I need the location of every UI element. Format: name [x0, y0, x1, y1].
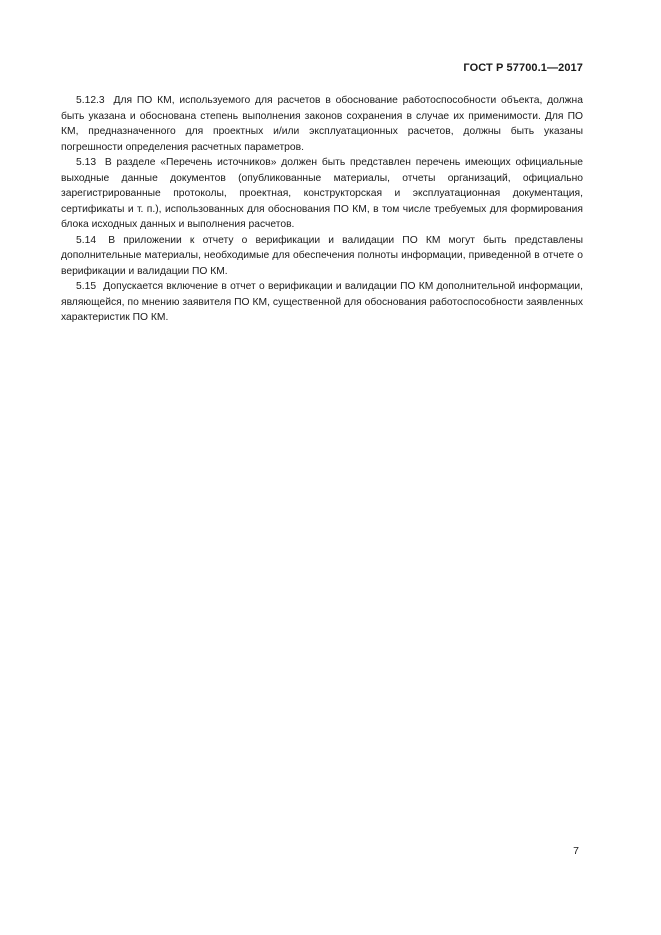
- paragraph-number: 5.15: [76, 281, 97, 292]
- paragraph-5-13: [61, 155, 583, 233]
- document-body: [61, 93, 583, 326]
- paragraph-text: Допускается включение в отчет о верификации и валидации ПО КМ дополнительной информации, являющейся, по мнению заявителя ПО КМ, существенной для обоснования работоспособности заявленных характеристик ПО КМ.: [61, 281, 583, 323]
- paragraph-number: 5.12.3: [76, 95, 105, 106]
- paragraph-text: В приложении к отчету о верификации и валидации ПО КМ могут быть представлены дополнительные материалы, необходимые для обеспечения полноты информации, приведенной в отчете о верификации и валидации ПО КМ.: [61, 234, 583, 277]
- paragraph-number: 5.13: [76, 157, 97, 168]
- page-number: 7: [573, 845, 579, 857]
- paragraph-text: Для ПО КМ, используемого для расчетов в обоснование работоспособности объекта, должна быть указана и обоснована степень выполнения законов сохранения в случае их применимости. Для ПО КМ, предназначенного для проектных и/или эксплуатационных расчетов, должны быть указаны погрешности определения расчетных параметров.: [61, 95, 583, 153]
- paragraph-text: В разделе «Перечень источников» должен быть представлен перечень имеющих официальные выходные данные документов (опубликованные материалы, отчеты организаций, официально зарегистрированные протоколы, проектная, конструкторская и эксплуатационная документация, сертификаты и т. п.), использованных для обоснования ПО КМ, в том числе требуемых для формирования блока исходных данных и выполнения расчетов.: [61, 157, 583, 230]
- paragraph-number: 5.14: [76, 234, 97, 246]
- paragraph-5-12-3: [61, 93, 583, 155]
- paragraph-5-14: [61, 233, 583, 280]
- standard-code: ГОСТ Р 57700.1—2017: [463, 62, 583, 74]
- paragraph-5-15: [61, 279, 583, 326]
